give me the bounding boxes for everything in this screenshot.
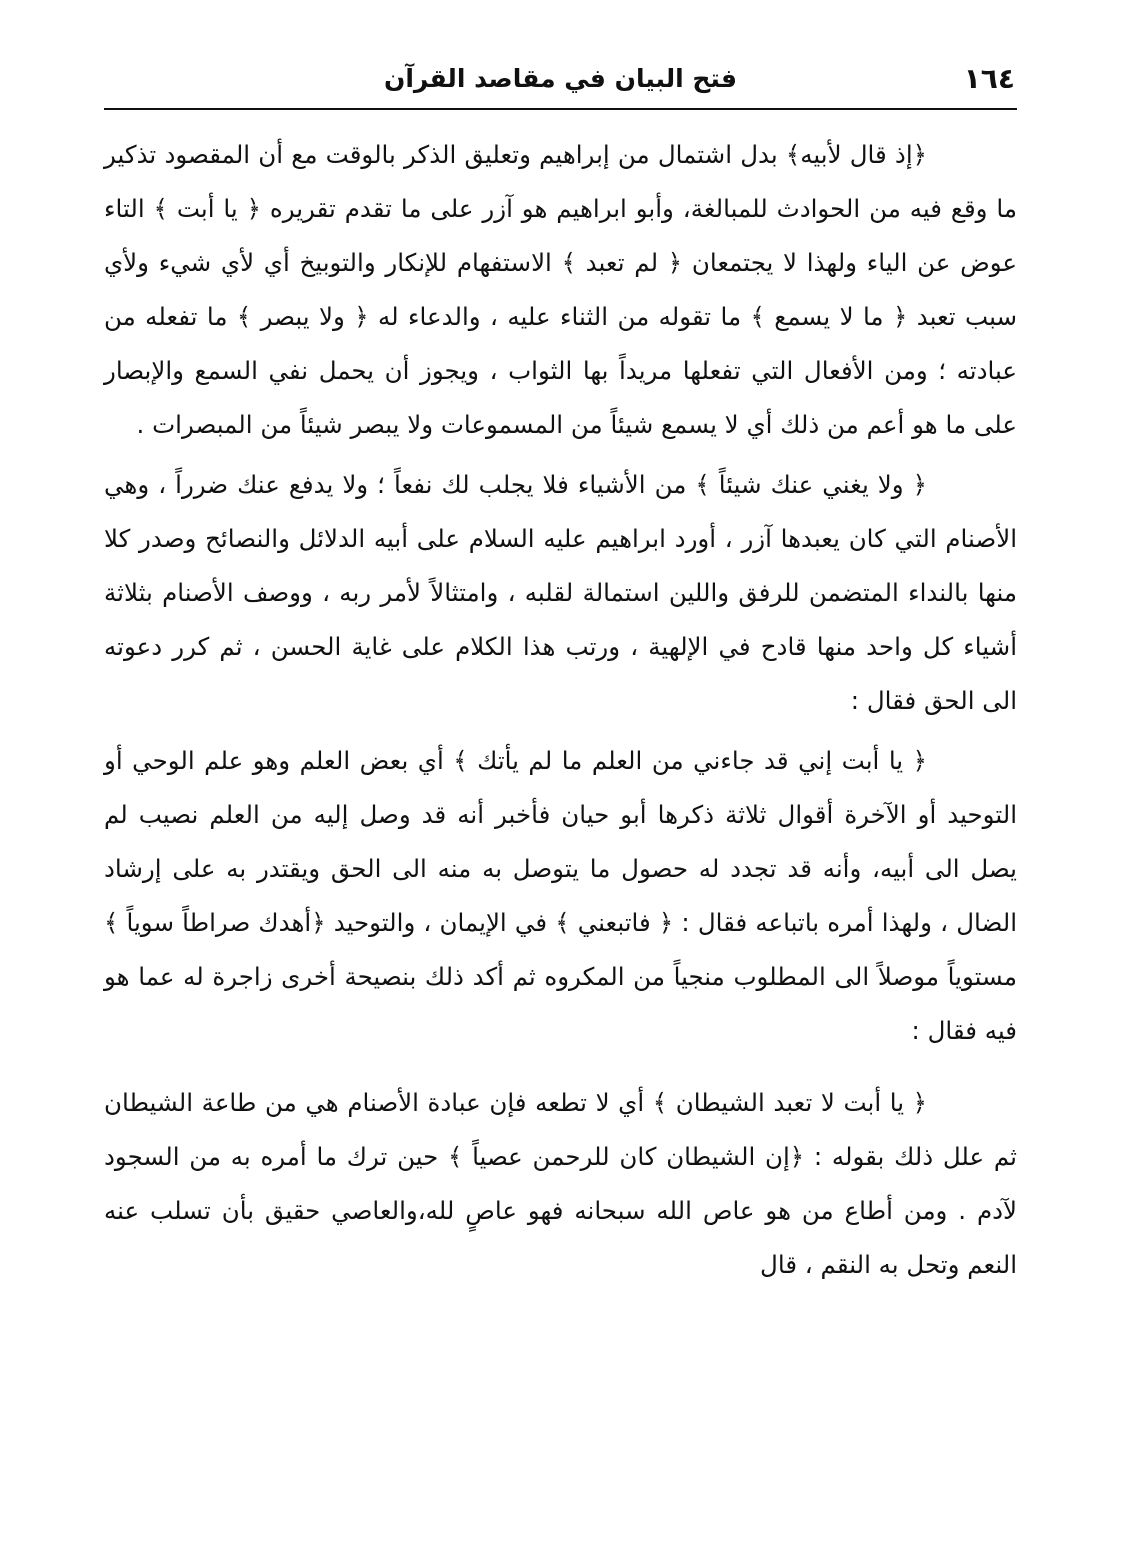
paragraph-3: ﴿ يا أبت إني قد جاءني من العلم ما لم يأتك ﴾ أي بعض العلم وهو علم الوحي أو التوحيد أو الآخرة أقوال ثلاثة ذكرها أبو حيان فأخبر أنه قد وصل إليه من العلم نصيب لم يصل الى أبيه، وأنه قد تجدد له حصول ما يتوصل به منه الى الحق ويقتدر به على إرشاد الضال ، ولهذا أمره باتباعه فقال : ﴿ فاتبعني ﴾ في الإيمان ، والتوحيد ﴿أهدك صراطاً سوياً ﴾ مستوياً موصلاً الى المطلوب منجياً من المكروه ثم أكد ذلك بنصيحة أخرى زاجرة له عما هو فيه فقال :	[104, 746, 1017, 1045]
header-rule	[104, 108, 1017, 110]
page-header	[104, 60, 1017, 106]
book-page	[104, 60, 1017, 1292]
page-number: ١٦٤	[963, 62, 1015, 95]
body-text	[104, 128, 1017, 1292]
paragraph-1: ﴿إذ قال لأبيه﴾ بدل اشتمال من إبراهيم وتعليق الذكر بالوقت مع أن المقصود تذكير ما وقع فيه من الحوادث للمبالغة، وأبو ابراهيم هو آزر على ما تقدم تقريره ﴿ يا أبت ﴾ التاء عوض عن الياء ولهذا لا يجتمعان ﴿ لم تعبد ﴾ الاستفهام للإنكار والتوبيخ أي لأي شيء ولأي سبب تعبد ﴿ ما لا يسمع ﴾ ما تقوله من الثناء عليه ، والدعاء له ﴿ ولا يبصر ﴾ ما تفعله من عبادته ؛ ومن الأفعال التي تفعلها مريداً بها الثواب ، ويجوز أن يحمل نفي السمع والإبصار على ما هو أعم من ذلك أي لا يسمع شيئاً من المسموعات ولا يبصر شيئاً من المبصرات .	[104, 140, 1017, 439]
paragraph-4: ﴿ يا أبت لا تعبد الشيطان ﴾ أي لا تطعه فإن عبادة الأصنام هي من طاعة الشيطان ثم علل ذلك بقوله : ﴿إن الشيطان كان للرحمن عصياً ﴾ حين ترك ما أمره به من السجود لآدم . ومن أطاع من هو عاص الله سبحانه فهو عاصٍ لله،والعاصي حقيق بأن تسلب عنه النعم وتحل به النقم ، قال	[104, 1088, 1017, 1279]
paragraph-2: ﴿ ولا يغني عنك شيئاً ﴾ من الأشياء فلا يجلب لك نفعاً ؛ ولا يدفع عنك ضرراً ، وهي الأصنام التي كان يعبدها آزر ، أورد ابراهيم عليه السلام على أبيه الدلائل والنصائح وصدر كلا منها بالنداء المتضمن للرفق واللين استمالة لقلبه ، وامتثالاً لأمر ربه ، ووصف الأصنام بثلاثة أشياء كل واحد منها قادح في الإلهية ، ورتب هذا الكلام على غاية الحسن ، ثم كرر دعوته الى الحق فقال :	[104, 470, 1017, 715]
running-title: فتح البيان في مقاصد القرآن	[383, 64, 738, 93]
